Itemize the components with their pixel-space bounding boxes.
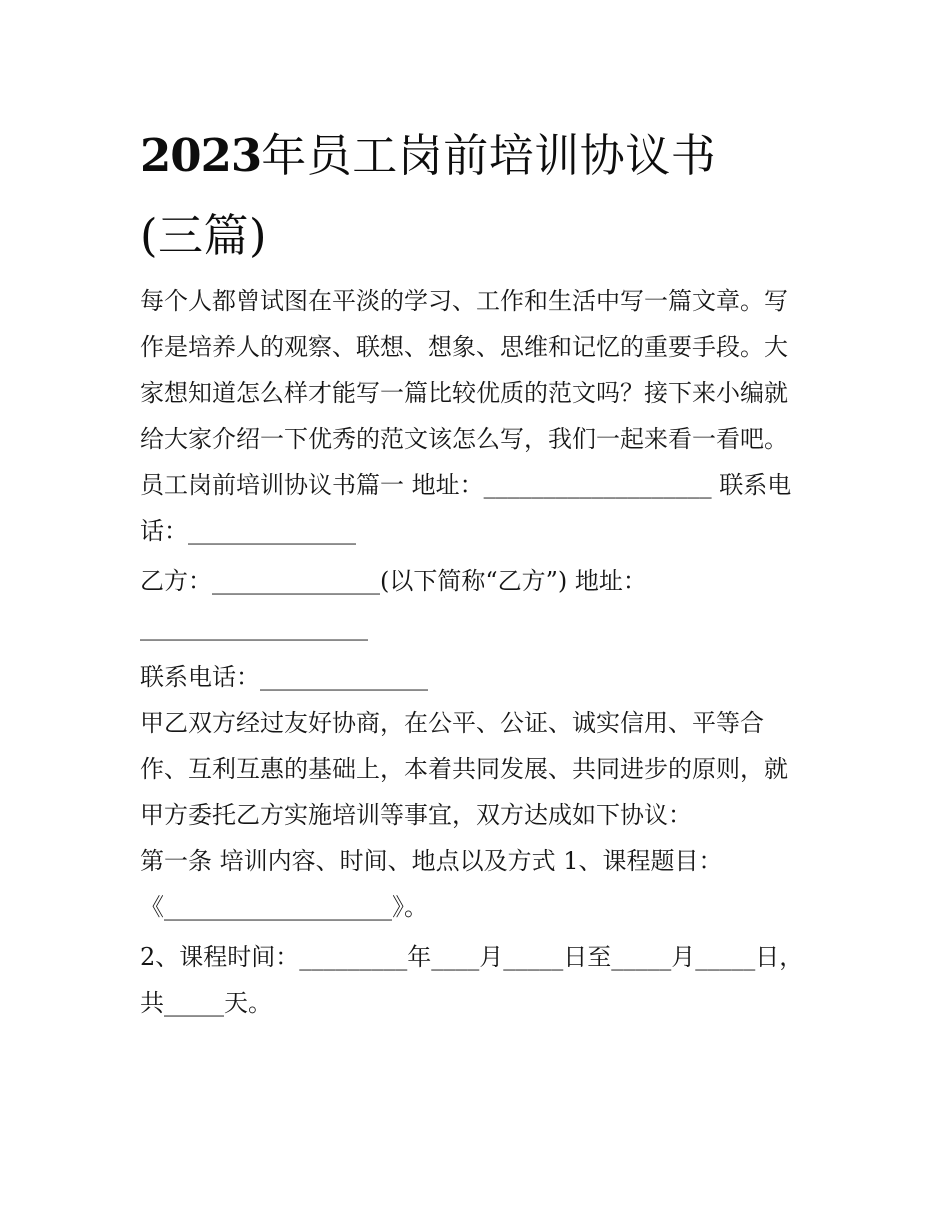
intro-line-4: 给大家介绍一下优秀的范文该怎么写，我们一起来看一看吧。 [140,425,788,453]
course-time-line: 2、课程时间：_________年____月_____日至_____月_____日， [140,943,804,971]
course-days-line: 共_____天。 [140,989,272,1017]
party-b-line: 乙方：______________(以下简称“乙方”) 地址： [140,567,647,595]
title-year: 2023 [140,129,262,182]
party-b-phone-line: 联系电话：______________ [140,663,428,691]
title-text: 年员工岗前培训协议书 [261,129,717,182]
party-a-phone-line: 话：______________ [140,517,356,545]
document-title [140,116,820,276]
document-body [140,278,815,1026]
intro-line-2: 作是培养人的观察、联想、想象、思维和记忆的重要手段。大 [140,333,788,361]
title-subtitle: (三篇) [140,209,268,262]
agreement-line-2: 作、互利互惠的基础上，本着共同发展、共同进步的原则，就 [140,755,788,783]
party-b-address-blank: ___________________ [140,613,368,641]
agreement-line-3: 甲方委托乙方实施培训等事宜，双方达成如下协议： [140,801,692,829]
intro-line-3: 家想知道怎么样才能写一篇比较优质的范文吗？接下来小编就 [140,379,788,407]
course-title-line: 《___________________》。 [140,893,428,921]
party-a-address-line: 员工岗前培训协议书篇一 地址：___________________ 联系电 [140,471,792,499]
agreement-line-1: 甲乙双方经过友好协商，在公平、公证、诚实信用、平等合 [140,709,764,737]
article-one-line: 第一条 培训内容、时间、地点以及方式 1、课程题目： [140,847,723,875]
intro-line-1: 每个人都曾试图在平淡的学习、工作和生活中写一篇文章。写 [140,287,788,315]
